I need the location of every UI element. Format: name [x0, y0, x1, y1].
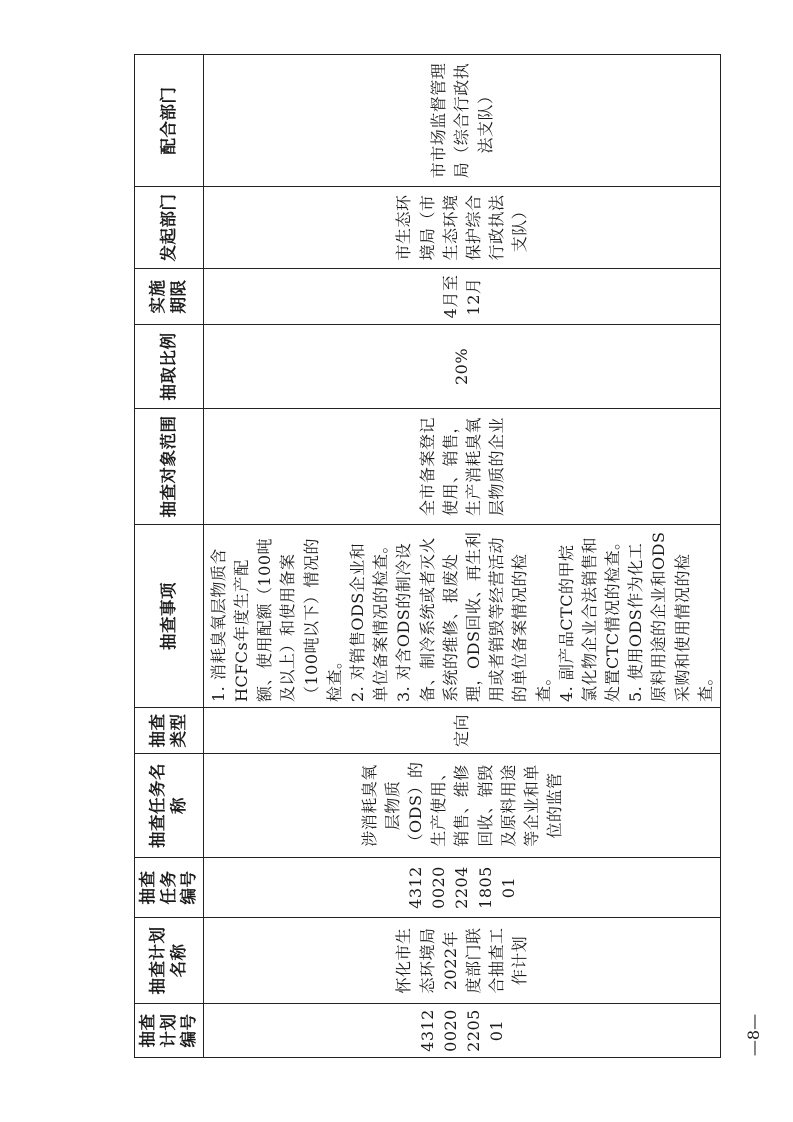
cell-initiator: 市生态环境局（市生态环境保护综合行政执法支队）: [203, 187, 720, 269]
table-row: [203, 55, 720, 1058]
cell-partner: 市市场监督管理局（综合行政执法支队）: [203, 55, 720, 187]
header-items: 抽查事项: [135, 525, 204, 708]
cell-ratio: 20%: [203, 325, 720, 409]
header-initiator: 发起部门: [135, 187, 204, 269]
item-5: 5. 使用ODS作为化工原料用途的企业和ODS采购和使用情况的检查。: [626, 531, 715, 702]
header-task-no: 抽查任务编号: [135, 858, 204, 918]
header-task-name: 抽查任务名称: [135, 754, 204, 858]
rotated-table-frame: [134, 55, 715, 1058]
cell-items: [203, 525, 720, 708]
cell-plan-no: 43120020220501: [203, 1004, 720, 1058]
cell-type: 定向: [203, 708, 720, 754]
item-3: 3. 对含ODS的制冷设备、制冷系统或者灭火系统的维修、报废处理，ODS回收、再生利用或者销毁等经营活动的单位备案情况的检查。: [394, 531, 553, 702]
cell-period: 4月至12月: [203, 269, 720, 325]
cell-plan-name: 怀化市生态环境局2022年度部门联合抽查工作计划: [203, 918, 720, 1004]
item-1: 1. 消耗臭氧层物质含HCFCs年度生产配额、使用配额（100吨及以上）和使用备案（100吨以下）情况的检查。: [208, 537, 344, 702]
cell-task-no: 431200202204180501: [203, 858, 720, 918]
header-type: 抽查类型: [135, 708, 204, 754]
header-partner: 配合部门: [135, 55, 204, 187]
item-4: 4. 副产品CTC的甲烷氯化物企业合法销售和处置CTC情况的检查。: [556, 533, 623, 702]
cell-scope: 全市备案登记使用、销售，生产消耗臭氧层物质的企业: [203, 409, 720, 525]
header-ratio: 抽取比例: [135, 325, 204, 409]
cell-task-name: 涉消耗臭氧层物质（ODS）的生产使用、销售、维修回收、销毁及原料用途等企业和单位的监管: [203, 754, 720, 858]
header-period: 实施期限: [135, 269, 204, 325]
header-plan-name: 抽查计划名称: [135, 918, 204, 1004]
header-plan-no: 抽查计划编号: [135, 1004, 204, 1058]
header-row: [135, 55, 204, 1058]
inspection-plan-table: [134, 54, 721, 1058]
item-2: 2. 对销售ODS企业和单位备案情况的检查。: [348, 536, 391, 702]
header-scope: 抽查对象范围: [135, 409, 204, 525]
page-number: —8—: [743, 1013, 763, 1057]
